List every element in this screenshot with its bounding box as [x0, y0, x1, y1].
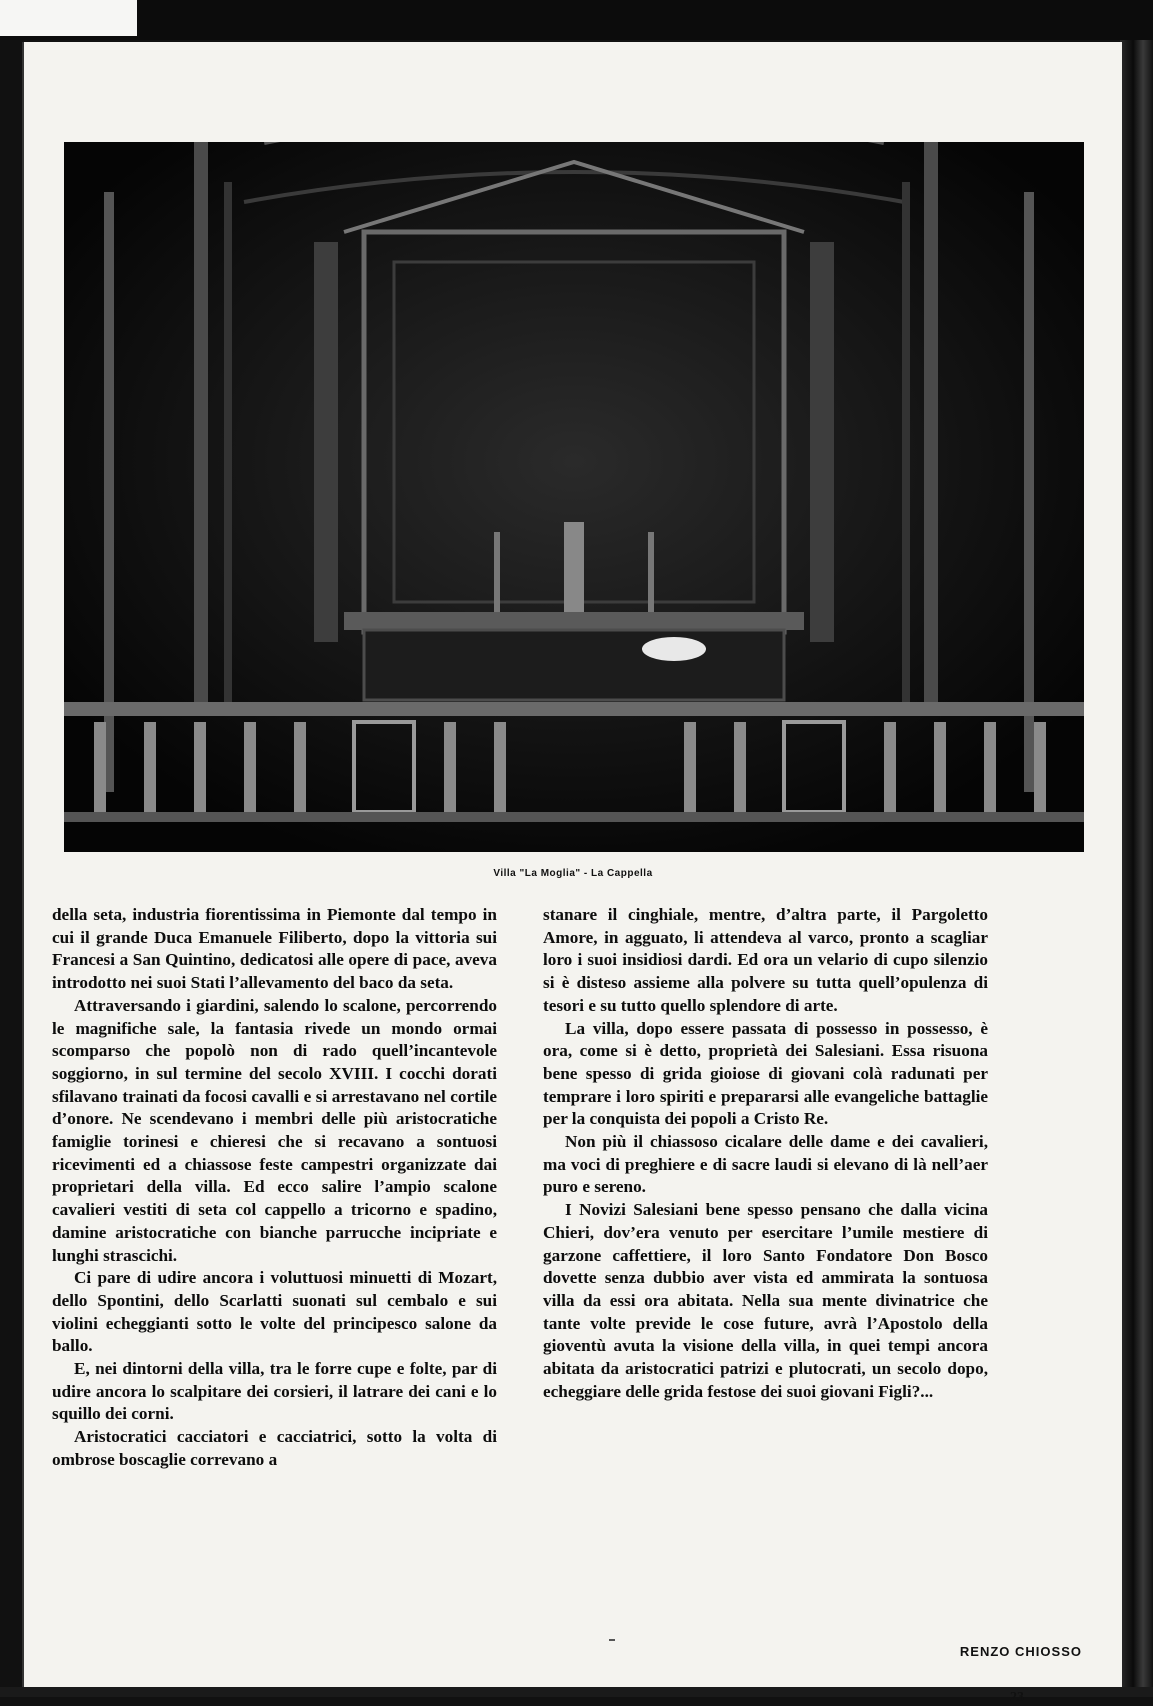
left-column [52, 904, 497, 1472]
chapel-photograph [64, 142, 1084, 852]
paragraph: Ci pare di udire ancora i voluttuosi minuetti di Mozart, dello Spontini, dello Scarlatti suonati sul cembalo e sui violini echeggianti sotto le volte del principesco salone da ballo. [52, 1268, 497, 1356]
paragraph: E, nei dintorni della villa, tra le forre cupe e folte, par di udire ancora lo scalpitare dei corsieri, il latrare dei cani e lo squillo dei corni. [52, 1359, 497, 1424]
scan-paper-tab [0, 0, 137, 36]
photo-caption: Villa "La Moglia" - La Cappella [493, 868, 653, 879]
page-number: 23 [1010, 1690, 1024, 1705]
paragraph: Attraversando i giardini, salendo lo scalone, percorrendo le magnifiche sale, la fantasia rivede un mondo ormai scomparso che popolò non di rado quell’incantevole soggiorno, in sul termine del secolo XVIII. I cocchi dorati sfilavano trainati da focosi cavalli e si arrestavano nel cortile d’onore. Ne scendevano i membri delle più aristocratiche famiglie torinesi e chieresi che si recavano a sontuosi ricevimenti ed a chiassose feste campestri organizzate dai proprietari della villa. Ed ecco salire l’ampio scalone cavalieri vestiti di seta col cappello a tricorno e spadino, damine aristocratiche con bianche parrucche incipriate e lunghi strascichi. [52, 995, 497, 1265]
paragraph: La villa, dopo essere passata di possesso in possesso, è ora, come si è detto, proprietà dei Salesiani. Essa risuona bene spesso di grida gioiose di giovani colà radunati per temprare i loro spiriti e prepararsi alle evangeliche battaglie per la conquista dei popoli a Cristo Re. [543, 1018, 988, 1129]
book-spine [1120, 40, 1153, 1697]
chapel-altar-illustration [64, 142, 1084, 852]
paragraph: della seta, industria fiorentissima in Piemonte dal tempo in cui il grande Duca Emanuele Filiberto, dopo la vittoria sui Francesi a San Quintino, dedicatosi alle opere di pace, aveva introdotto nei suoi Stati l’allevamento del baco da seta. [52, 905, 497, 993]
paragraph: stanare il cinghiale, mentre, d’altra parte, il Pargoletto Amore, in agguato, li attendeva al varco, pronto a scagliar loro i suoi insidiosi dardi. Ed ora un velario di cupo silenzio si è disteso assieme alla polvere su tutta quell’opulenza di tesori e su tutto quello splendore di arte. [543, 905, 988, 1015]
paragraph: Aristocratici cacciatori e cacciatrici, sotto la volta di ombrose boscaglie correvano a [52, 1427, 497, 1469]
magazine-page [22, 42, 1122, 1705]
author-signature: RENZO CHIOSSO [959, 1644, 1082, 1659]
paragraph: Non più il chiassoso cicalare delle dame e dei cavalieri, ma voci di preghiere e di sacre laudi si elevano di là nell’aer puro e sereno. [543, 1132, 988, 1197]
right-column [543, 904, 988, 1403]
paragraph: I Novizi Salesiani bene spesso pensano che dalla vicina Chieri, dov’era venuto per esercitare l’umile mestiere di garzone caffettiere, il loro Santo Fondatore Don Bosco dovette senza dubbio aver vista ed ammirata la sontuosa villa da essi ora abitata. Nella sua mente divinatrice che tante volte previde le cose future, avrà l’Apostolo della gioventù avuta la visione della villa, in quei tempi ancora abitata da aristocratici patrizi e plutocrati, un secolo dopo, echeggiare delle grida festose dei suoi giovani Figli?... [543, 1200, 988, 1401]
scan-border-top [0, 0, 1153, 40]
end-mark [609, 1639, 615, 1641]
